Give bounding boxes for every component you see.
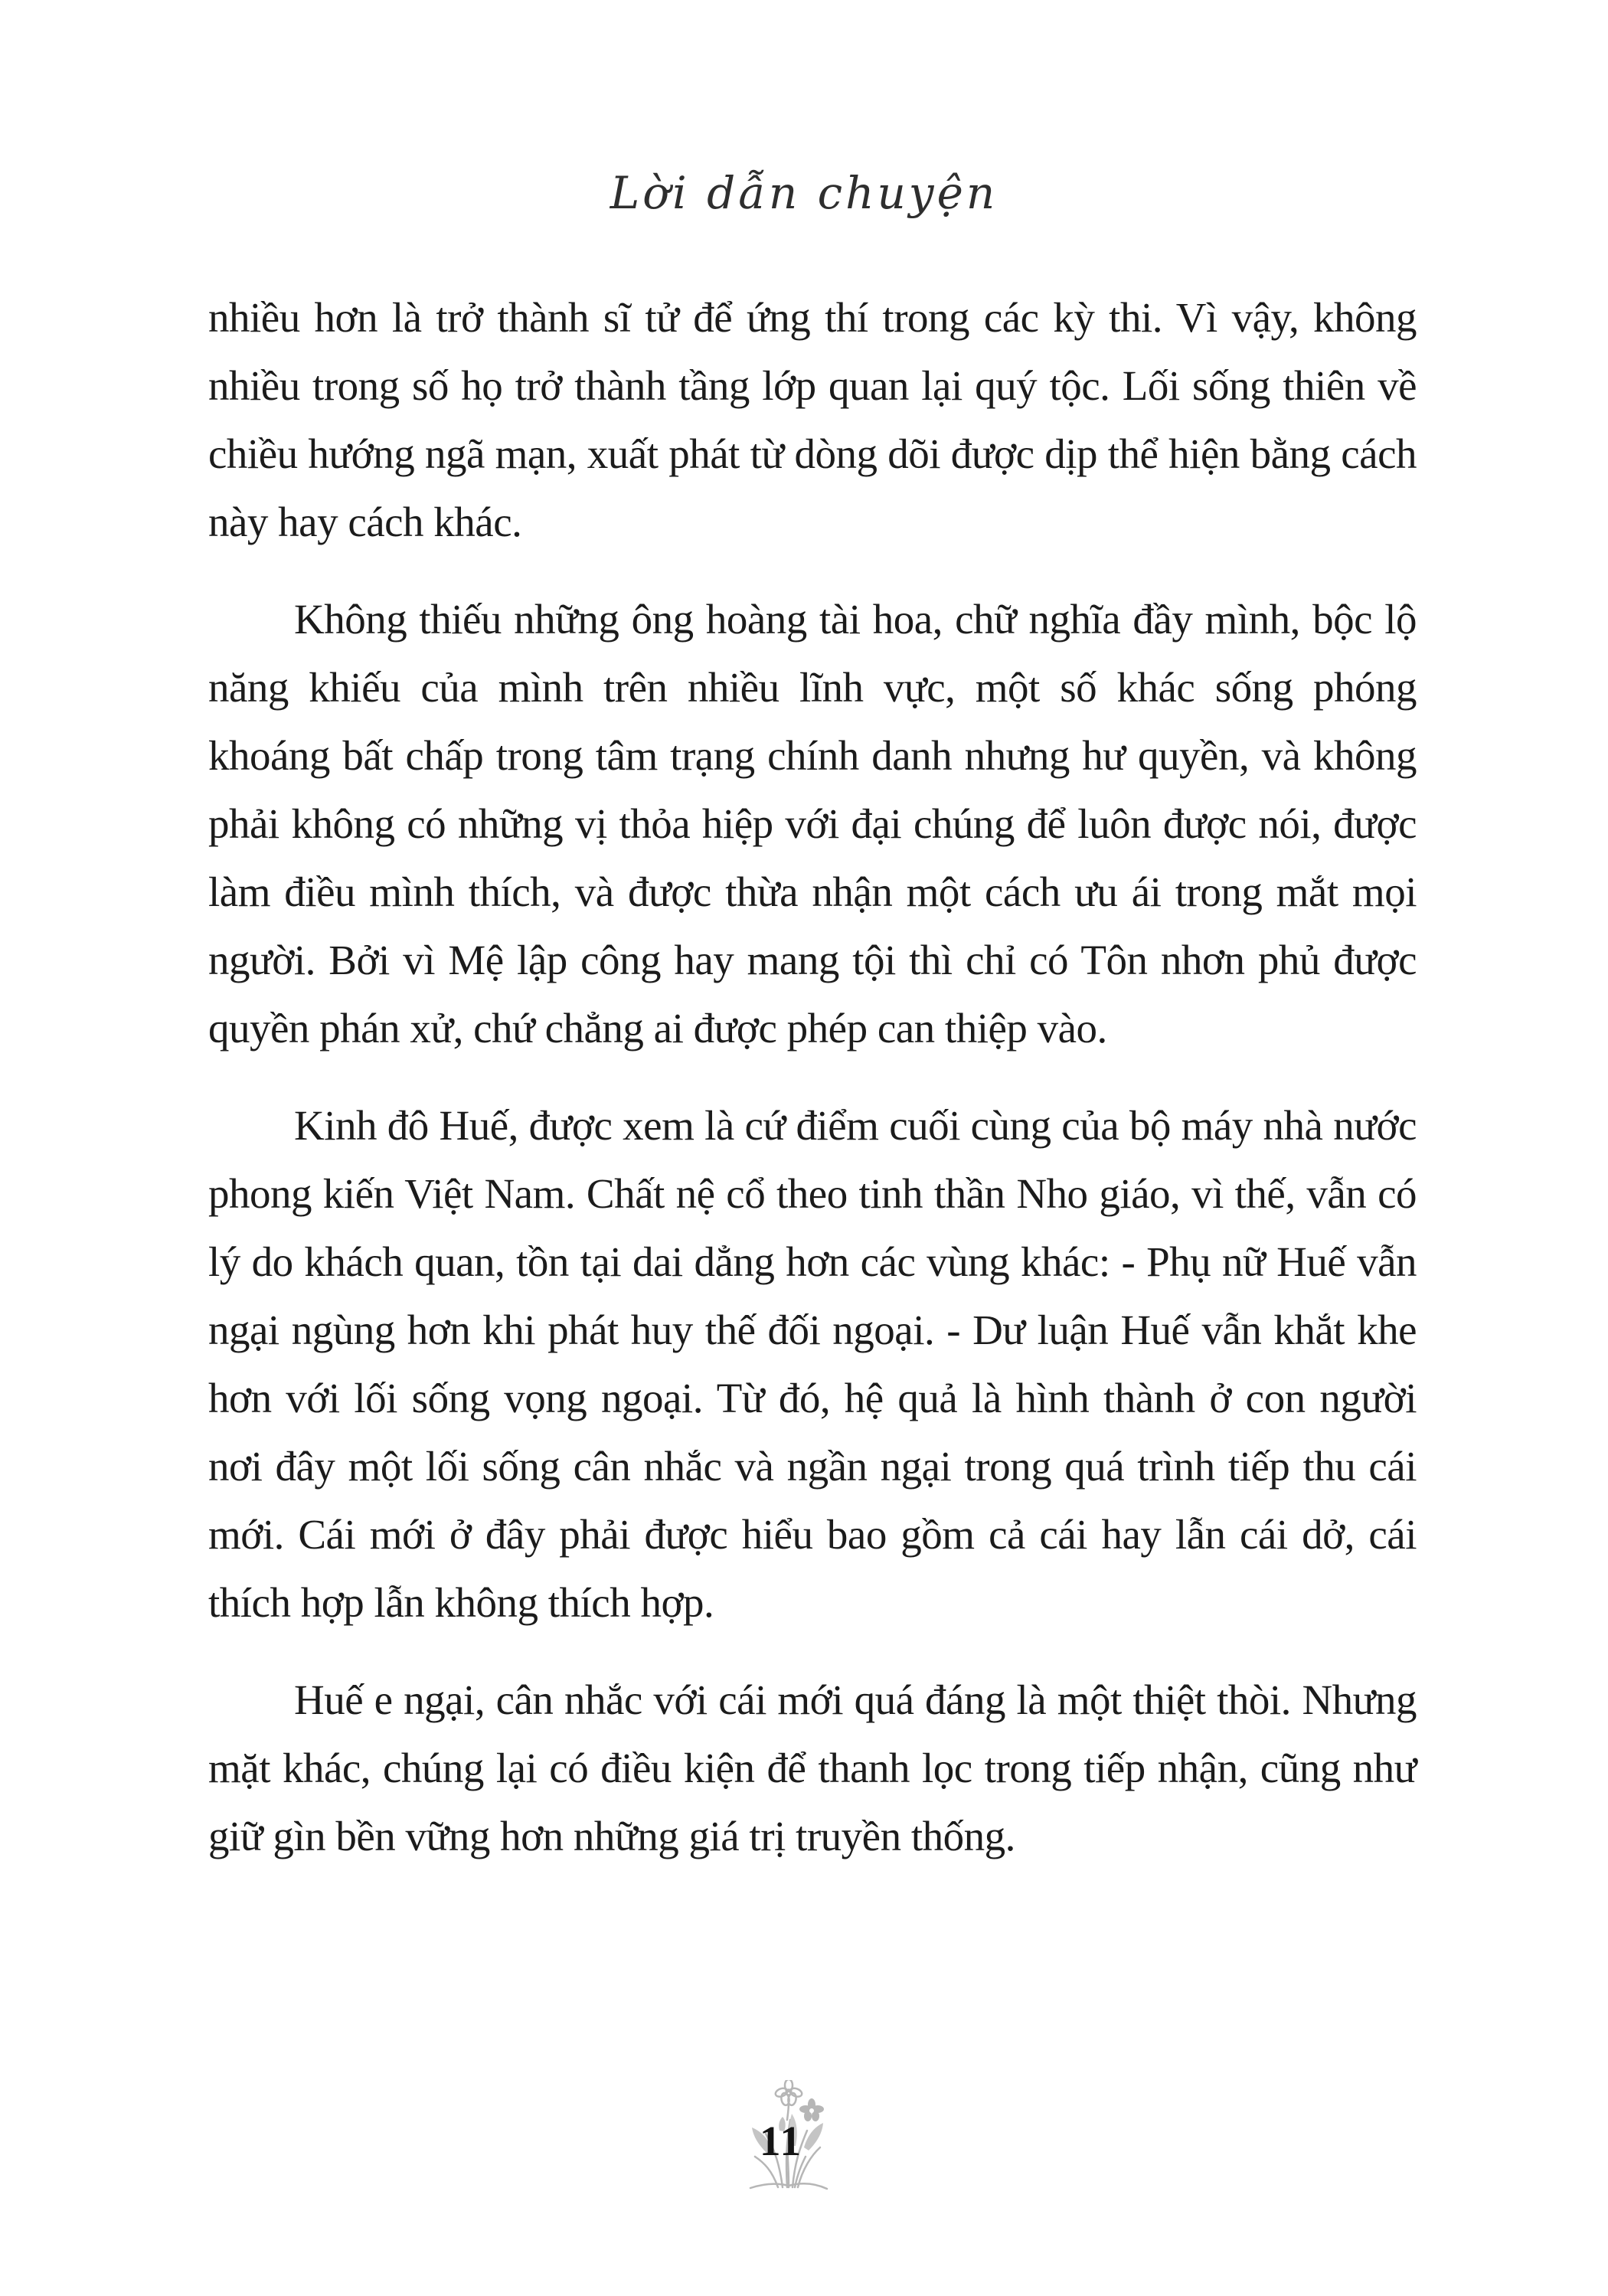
- paragraph: Kinh đô Huế, được xem là cứ điểm cuối cùng của bộ máy nhà nước phong kiến Việt Nam. Chất nệ cổ theo tinh thần Nho giáo, vì thế, vẫn có lý do khách quan, tồn tại dai dẳng hơn các vùng khác: - Phụ nữ Huế vẫn ngại ngùng hơn khi phát huy thế đối ngoại. - Dư luận Huế vẫn khắt khe hơn với lối sống vọng ngoại. Từ đó, hệ quả là hình thành ở con người nơi đây một lối sống cân nhắc và ngần ngại trong quá trình tiếp thu cái mới. Cái mới ở đây phải được hiểu bao gồm cả cái hay lẫn cái dở, cái thích hợp lẫn không thích hợp.: [208, 1102, 1417, 1626]
- paragraph: nhiều hơn là trở thành sĩ tử để ứng thí trong các kỳ thi. Vì vậy, không nhiều trong số họ trở thành tầng lớp quan lại quý tộc. Lối sống thiên về chiều hướng ngã mạn, xuất phát từ dòng dõi được dịp thể hiện bằng cách này hay cách khác.: [208, 294, 1417, 545]
- page-number: 11: [760, 2118, 802, 2164]
- paragraph: Huế e ngại, cân nhắc với cái mới quá đáng là một thiệt thòi. Nhưng mặt khác, chúng lại có điều kiện để thanh lọc trong tiếp nhận, cũng như giữ gìn bền vững hơn những giá trị truyền thống.: [208, 1676, 1417, 1859]
- page-footer: [744, 2080, 833, 2195]
- paragraph: Không thiếu những ông hoàng tài hoa, chữ nghĩa đầy mình, bộc lộ năng khiếu của mình trên nhiều lĩnh vực, một số khác sống phóng khoáng bất chấp trong tâm trạng chính danh nhưng hư quyền, và không phải không có những vị thỏa hiệp với đại chúng để luôn được nói, được làm điều mình thích, và được thừa nhận một cách ưu ái trong mắt mọi người. Bởi vì Mệ lập công hay mang tội thì chỉ có Tôn nhơn phủ được quyền phán xử, chứ chẳng ai được phép can thiệp vào.: [208, 596, 1417, 1052]
- running-header: Lời dẫn chuyện: [610, 167, 998, 219]
- body-text: [208, 283, 1417, 1870]
